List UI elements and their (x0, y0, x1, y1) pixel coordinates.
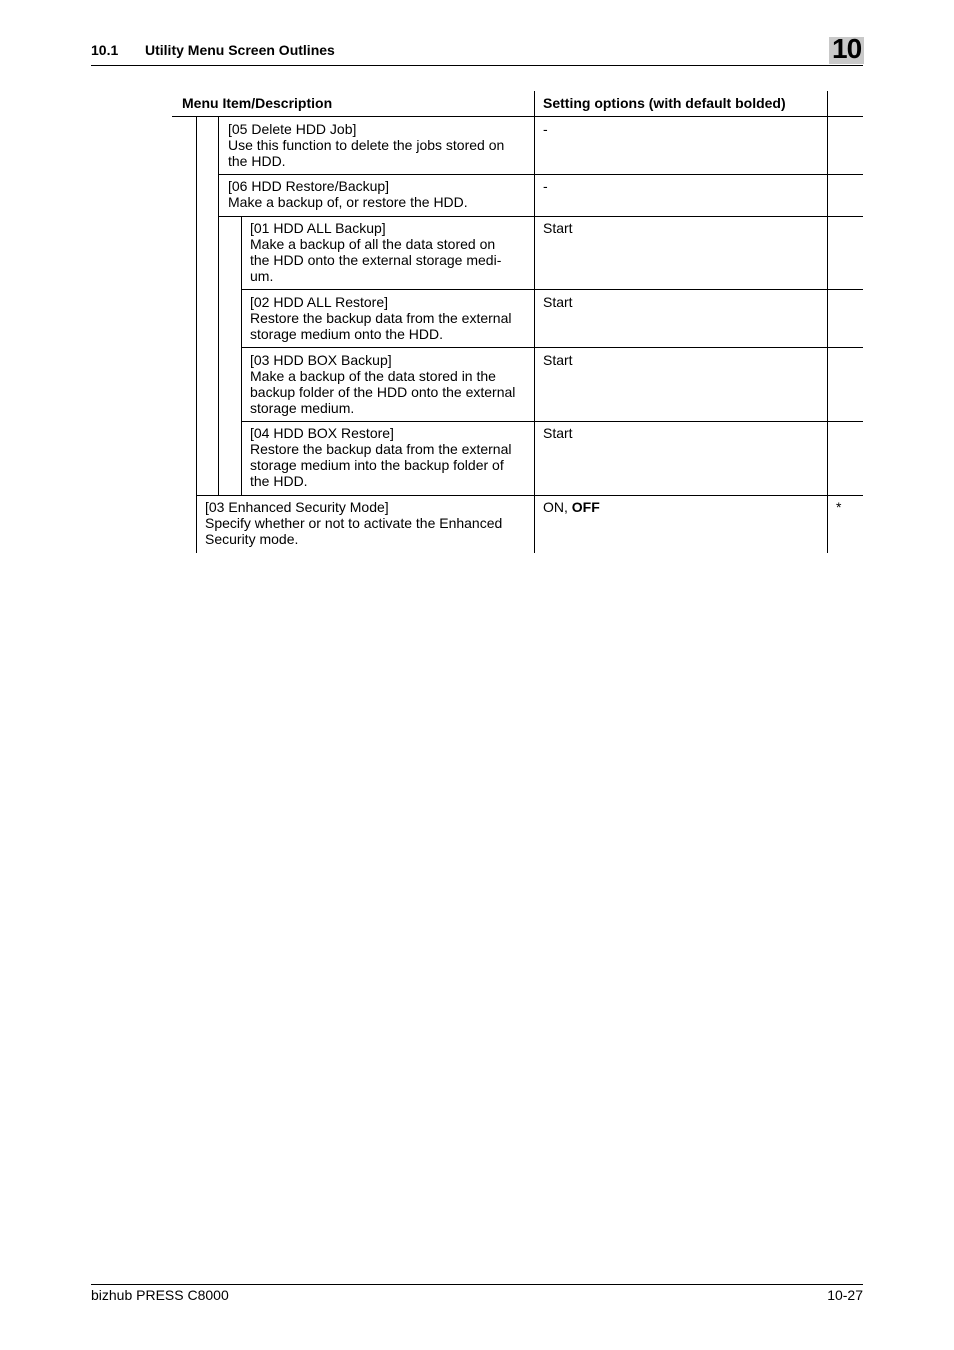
indent-line-level1 (196, 117, 197, 553)
column-divider-settings (534, 91, 535, 553)
item-description: the HDD. (228, 153, 286, 169)
column-header-settings: Setting options (with default bolded) (543, 95, 786, 111)
table-row-item (205, 499, 502, 547)
item-setting: Start (543, 294, 573, 310)
table-row-item (250, 294, 511, 342)
item-description: um. (250, 268, 274, 284)
item-setting: Start (543, 425, 573, 441)
item-setting: Start (543, 220, 573, 236)
row-rule (241, 347, 863, 348)
item-note-marker: * (836, 499, 842, 515)
table-row-item (250, 220, 501, 284)
table-row-item (250, 352, 515, 416)
column-divider-notes (827, 91, 828, 553)
item-setting: Start (543, 352, 573, 368)
item-setting: - (543, 121, 548, 137)
item-description: Restore the backup data from the external (250, 441, 512, 457)
item-description: Security mode. (205, 531, 299, 547)
header-rule (91, 65, 863, 66)
item-description: Make a backup of, or restore the HDD. (228, 194, 468, 210)
section-heading (91, 42, 335, 58)
item-title: [02 HDD ALL Restore] (250, 294, 388, 310)
item-title: [06 HDD Restore/Backup] (228, 178, 390, 194)
column-header-menu: Menu Item/Description (182, 95, 333, 111)
item-description: Specify whether or not to activate the Enhanced (205, 515, 503, 531)
item-description: the HDD onto the external storage medi- (250, 252, 502, 268)
row-rule (196, 495, 863, 496)
item-description: storage medium. (250, 400, 355, 416)
item-title: [05 Delete HDD Job] (228, 121, 357, 137)
section-number: 10.1 (91, 42, 119, 58)
table-row-item (228, 178, 468, 210)
item-setting: - (543, 178, 548, 194)
row-rule (218, 174, 863, 175)
row-rule (241, 289, 863, 290)
item-title: [03 HDD BOX Backup] (250, 352, 392, 368)
footer-product: bizhub PRESS C8000 (91, 1287, 229, 1303)
item-setting (543, 499, 600, 515)
item-description: the HDD. (250, 473, 308, 489)
footer-rule (91, 1284, 863, 1285)
section-title: Utility Menu Screen Outlines (145, 42, 335, 58)
item-title: [04 HDD BOX Restore] (250, 425, 394, 441)
table-row-item (228, 121, 504, 169)
item-description: Restore the backup data from the external (250, 310, 512, 326)
indent-line-level3 (241, 216, 242, 495)
table-row-item (250, 425, 511, 489)
header-row-rule (172, 116, 863, 117)
chapter-number: 10 (832, 33, 862, 64)
item-description: backup folder of the HDD onto the external (250, 384, 516, 400)
item-description: Make a backup of the data stored in the (250, 368, 496, 384)
page-number: 10-27 (827, 1287, 863, 1303)
item-title: [03 Enhanced Security Mode] (205, 499, 389, 515)
row-rule (241, 421, 863, 422)
item-title: [01 HDD ALL Backup] (250, 220, 386, 236)
item-description: storage medium onto the HDD. (250, 326, 443, 342)
item-description: Make a backup of all the data stored on (250, 236, 496, 252)
item-description: storage medium into the backup folder of (250, 457, 504, 473)
setting-option: ON, (543, 499, 572, 515)
setting-default-option: OFF (571, 499, 600, 515)
item-description: Use this function to delete the jobs stored on (228, 137, 505, 153)
row-rule (218, 216, 863, 217)
